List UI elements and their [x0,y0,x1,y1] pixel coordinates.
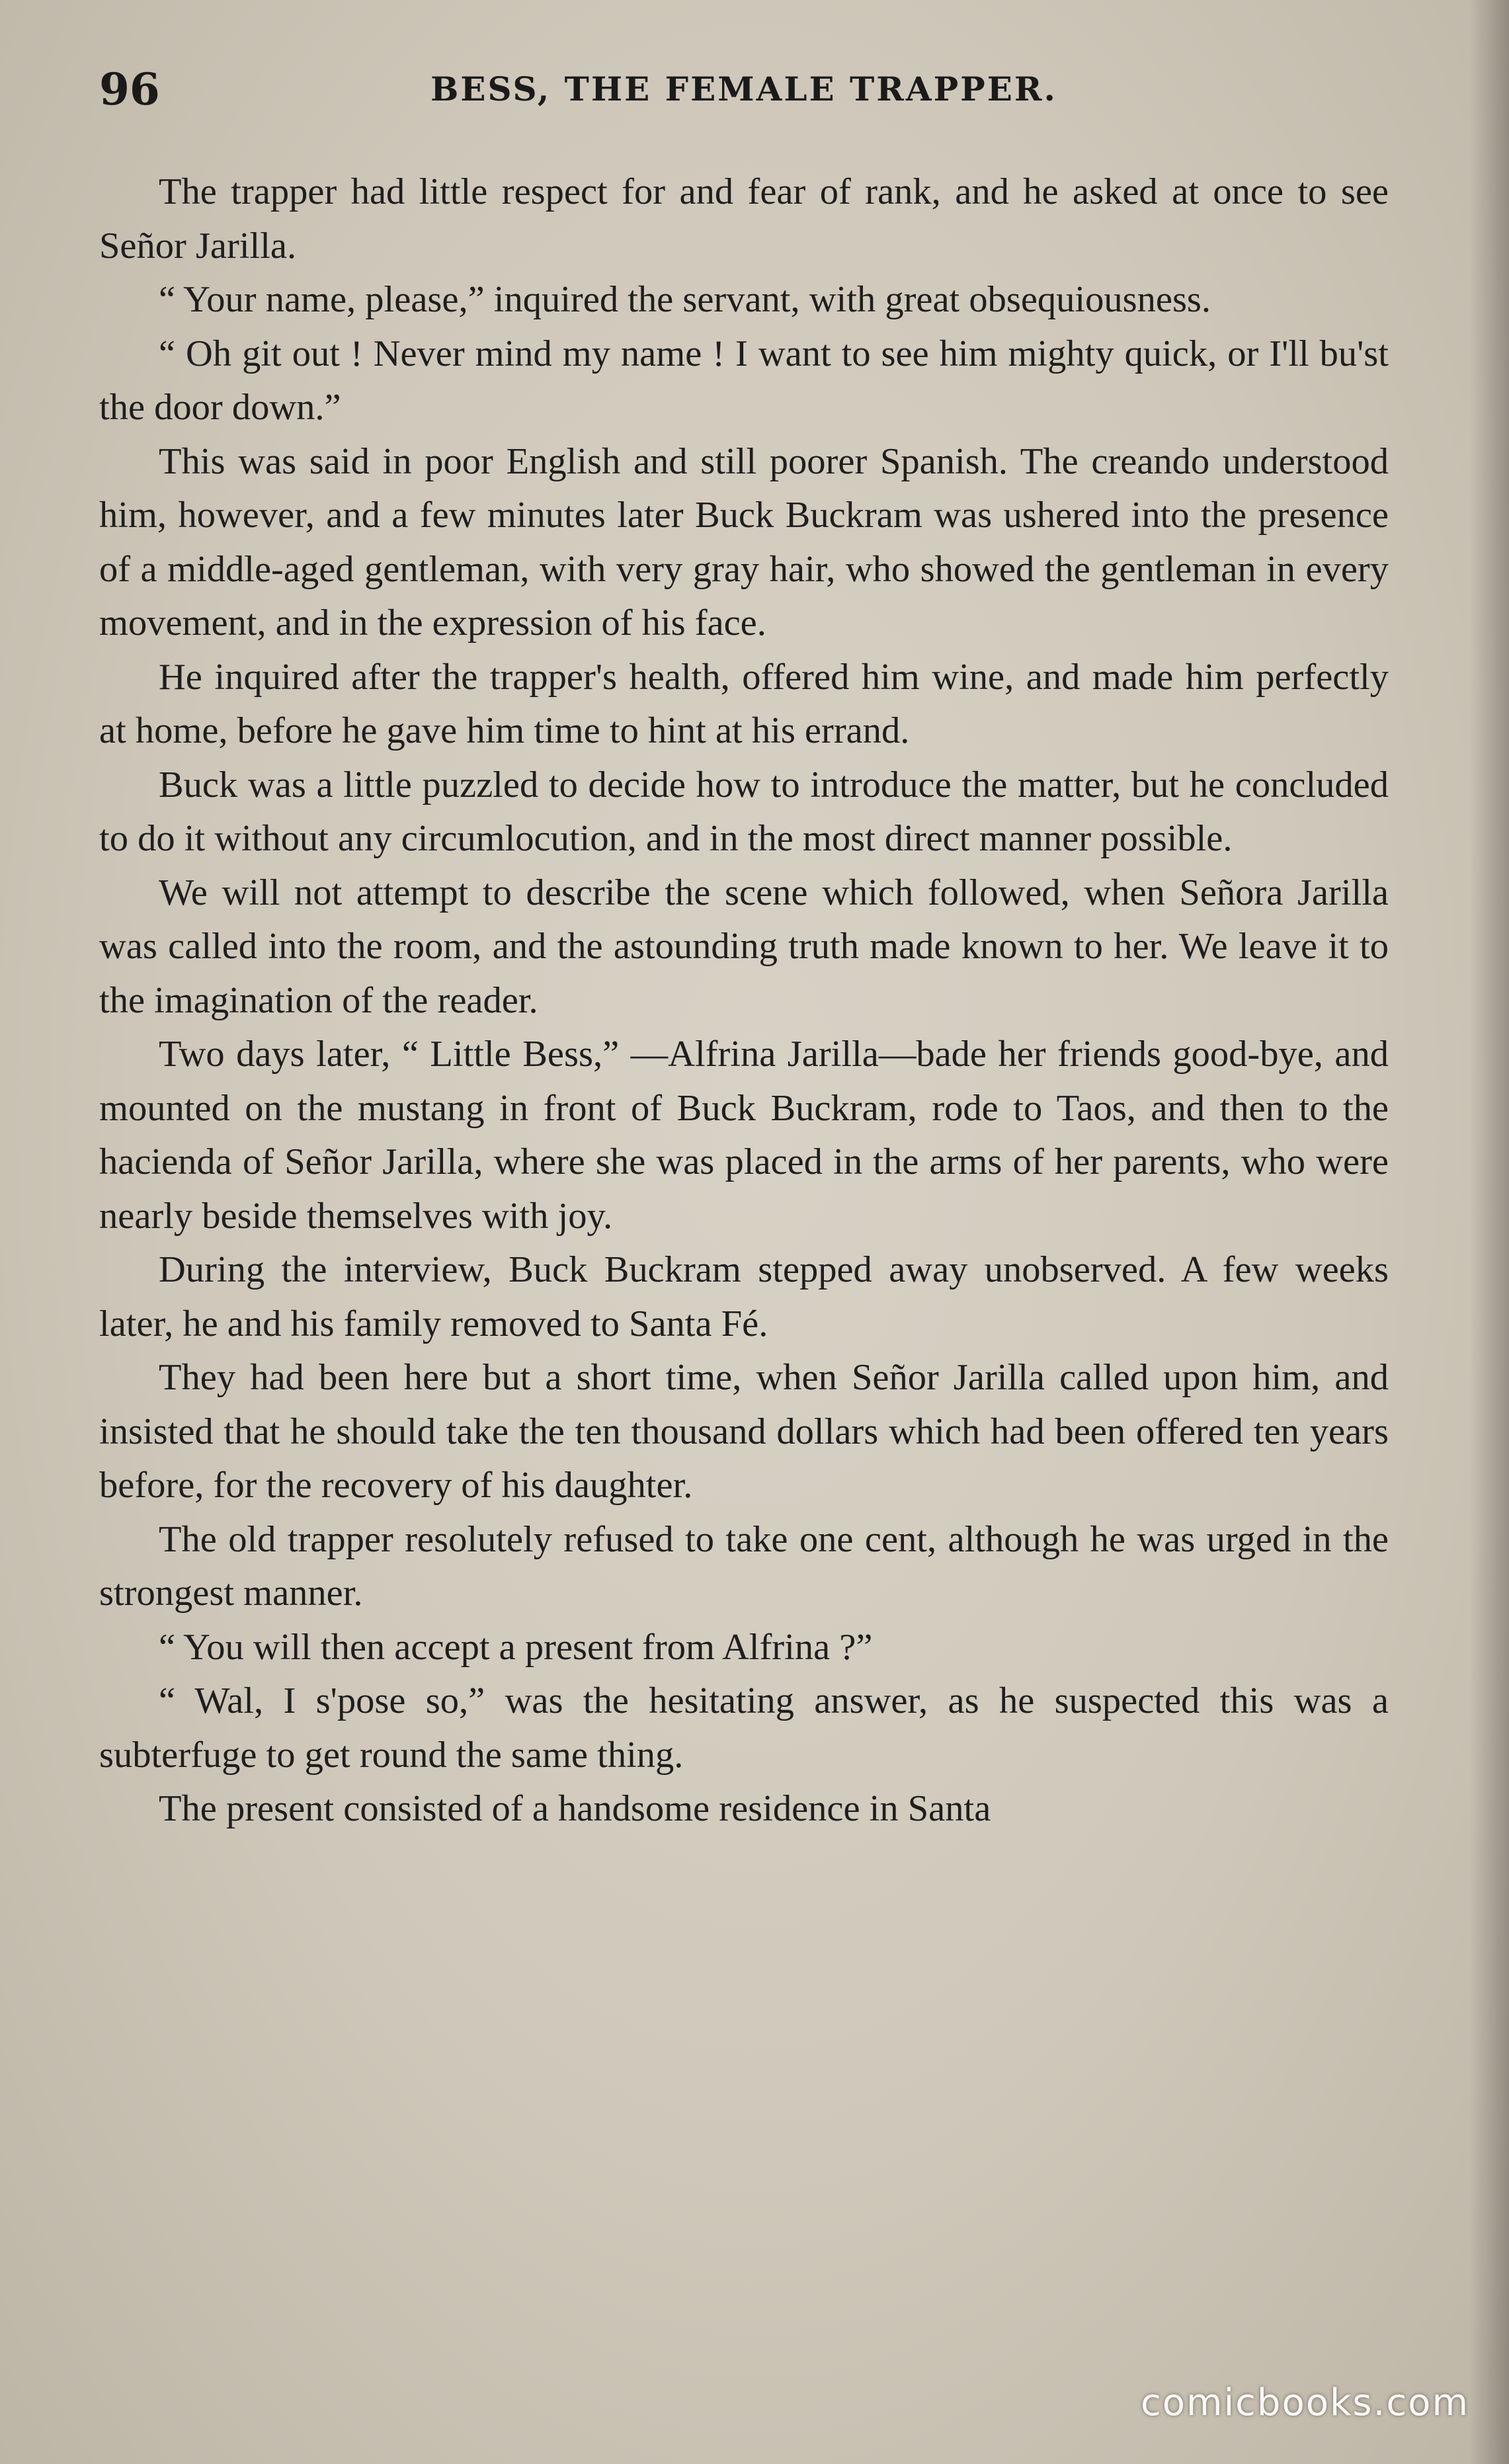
running-head: BESS, THE FEMALE TRAPPER. [430,69,1057,108]
paragraph: Buck was a little puzzled to decide how to introduce the matter, but he concluded to do it without any circumlocution, and in the most direct manner possible. [99,764,1389,859]
paragraph: The present consisted of a handsome residence in Santa [159,1788,991,1829]
paragraph: During the interview, Buck Buckram stepped away unobserved. A few weeks later, he and his family removed to Santa Fé. [99,1249,1389,1344]
paragraph: “ Your name, please,” inquired the servant, with great obsequiousness. [159,279,1211,320]
paragraph: “ Oh git out ! Never mind my name ! I want to see him mighty quick, or I'll bu'st the door down.” [99,333,1389,428]
page-edge-shadow [1469,0,1509,2464]
paragraph: “ Wal, I s'pose so,” was the hesitating answer, as he suspected this was a subterfuge to get round the same thing. [99,1680,1389,1776]
paragraph: Two days later, “ Little Bess,” —Alfrina Jarilla—bade her friends good-bye, and mounted on the mustang in front of Buck Buckram, rode to Taos, and then to the hacienda of Señor Jarilla, where she was placed in the arms of her parents, who were nearly beside themselves with joy. [99,1034,1389,1237]
site-watermark: comicbooks.com [1140,2381,1469,2424]
paragraph: The old trapper resolutely refused to take one cent, although he was urged in the strongest manner. [99,1518,1389,1614]
paragraph: This was said in poor English and still poorer Spanish. The creando understood him, however, and a few minutes later Buck Buckram was ushered into the presence of a middle-aged gentleman, with very gray hair, who showed the gentleman in every movement, and in the expression of his face. [99,440,1389,643]
paragraph: We will not attempt to describe the scene which followed, when Señora Jarilla was called into the room, and the astounding truth made known to her. We leave it to the imagination of the reader. [99,872,1389,1021]
paragraph: The trapper had little respect for and fear of rank, and he asked at once to see Señor Jarilla. [99,171,1389,267]
page-number: 96 [99,63,160,115]
paragraph: He inquired after the trapper's health, offered him wine, and made him perfectly at home, before he gave him time to hint at his errand. [99,656,1389,751]
paragraph: “ You will then accept a present from Alfrina ?” [159,1626,873,1668]
paragraph: They had been here but a short time, when Señor Jarilla called upon him, and insisted that he should take the ten thousand dollars which had been offered ten years before, for the recovery of his daughter. [99,1357,1389,1506]
page-header [99,53,1389,126]
body-text [99,165,1389,2295]
